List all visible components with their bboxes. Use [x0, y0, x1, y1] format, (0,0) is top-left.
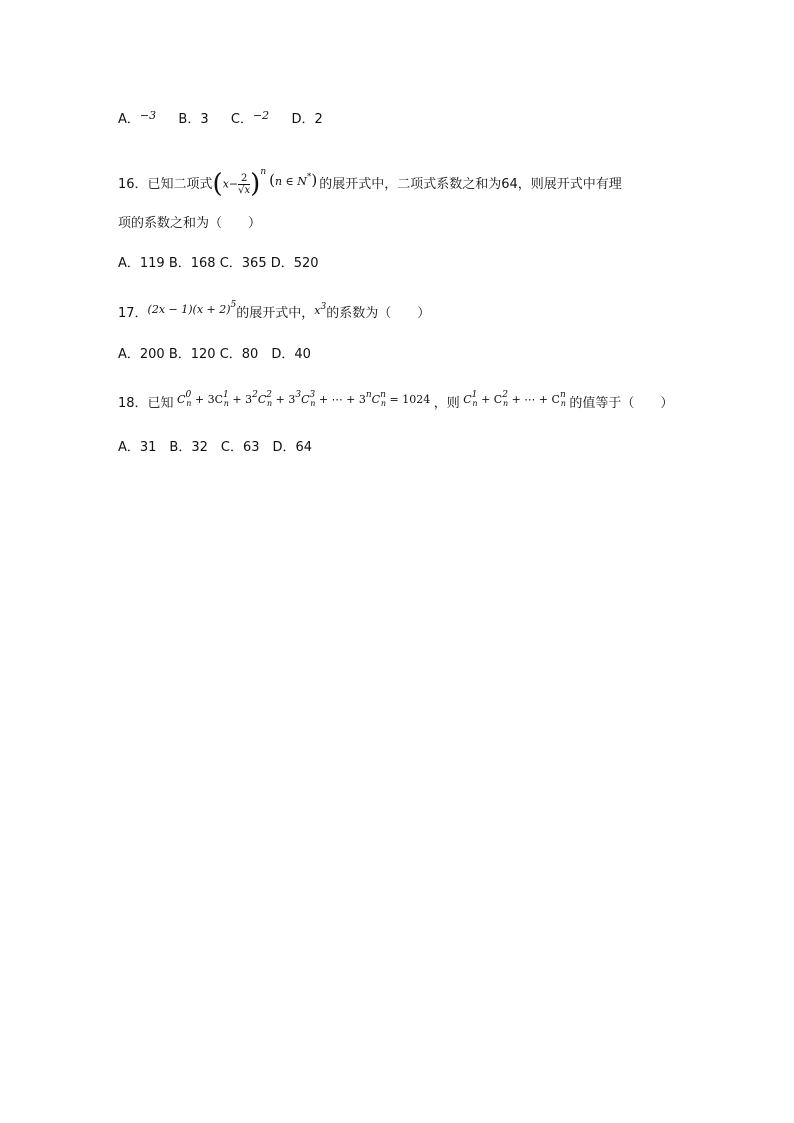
q16-suffix: 的展开式中，二项式系数之和为64，则展开式中有理: [319, 176, 622, 192]
q17-term: $x^3$: [314, 302, 327, 317]
q18-then: ，则: [433, 396, 460, 411]
q18-options: A．31 B．32 C．63 D．64: [118, 440, 313, 455]
q15-option-c-label: C．: [230, 112, 253, 127]
q17-suffix: 的系数为（ ）: [326, 306, 431, 321]
q15-option-a-label: A．: [118, 112, 140, 127]
q16-options: A．119 B．168 C．365 D．520: [118, 256, 319, 271]
q17-expression: $(2x - 1)(x + 2)^5$: [147, 300, 237, 316]
q15-option-b: B．3: [178, 112, 209, 127]
q16-condition: (n ∈ N*): [269, 171, 318, 189]
q17-options: A．200 B．120 C．80 D．40: [118, 347, 311, 362]
q17-mid: 的展开式中，: [236, 306, 315, 321]
q18-suffix: 的值等于（ ）: [569, 396, 674, 411]
q18-rhs-expression: C1n + C2n + ⋯ + Cnn: [463, 390, 566, 408]
q15-option-a-value: −3: [139, 109, 157, 122]
q18-prefix: 18．已知: [118, 396, 174, 411]
q17-stem: [118, 300, 431, 324]
q18-lhs-expression: C0n + 3C1n + 32C2n + 33C3n + ⋯ + 3nCnn = 1024: [177, 390, 431, 408]
q15-option-c-value: −2: [252, 109, 270, 122]
q16-binomial-expression: (x− $\frac{2}{√x}$ )$^n$: [212, 166, 267, 199]
q17-prefix: 17．: [118, 306, 148, 321]
q15-options: [118, 111, 323, 129]
q16-prefix: 16．已知二项式: [118, 176, 213, 192]
q18-stem: [118, 390, 674, 414]
q16-line2: 项的系数之和为（ ）: [118, 216, 262, 231]
q15-option-d: D．2: [291, 112, 323, 127]
q16-stem: [118, 166, 622, 205]
